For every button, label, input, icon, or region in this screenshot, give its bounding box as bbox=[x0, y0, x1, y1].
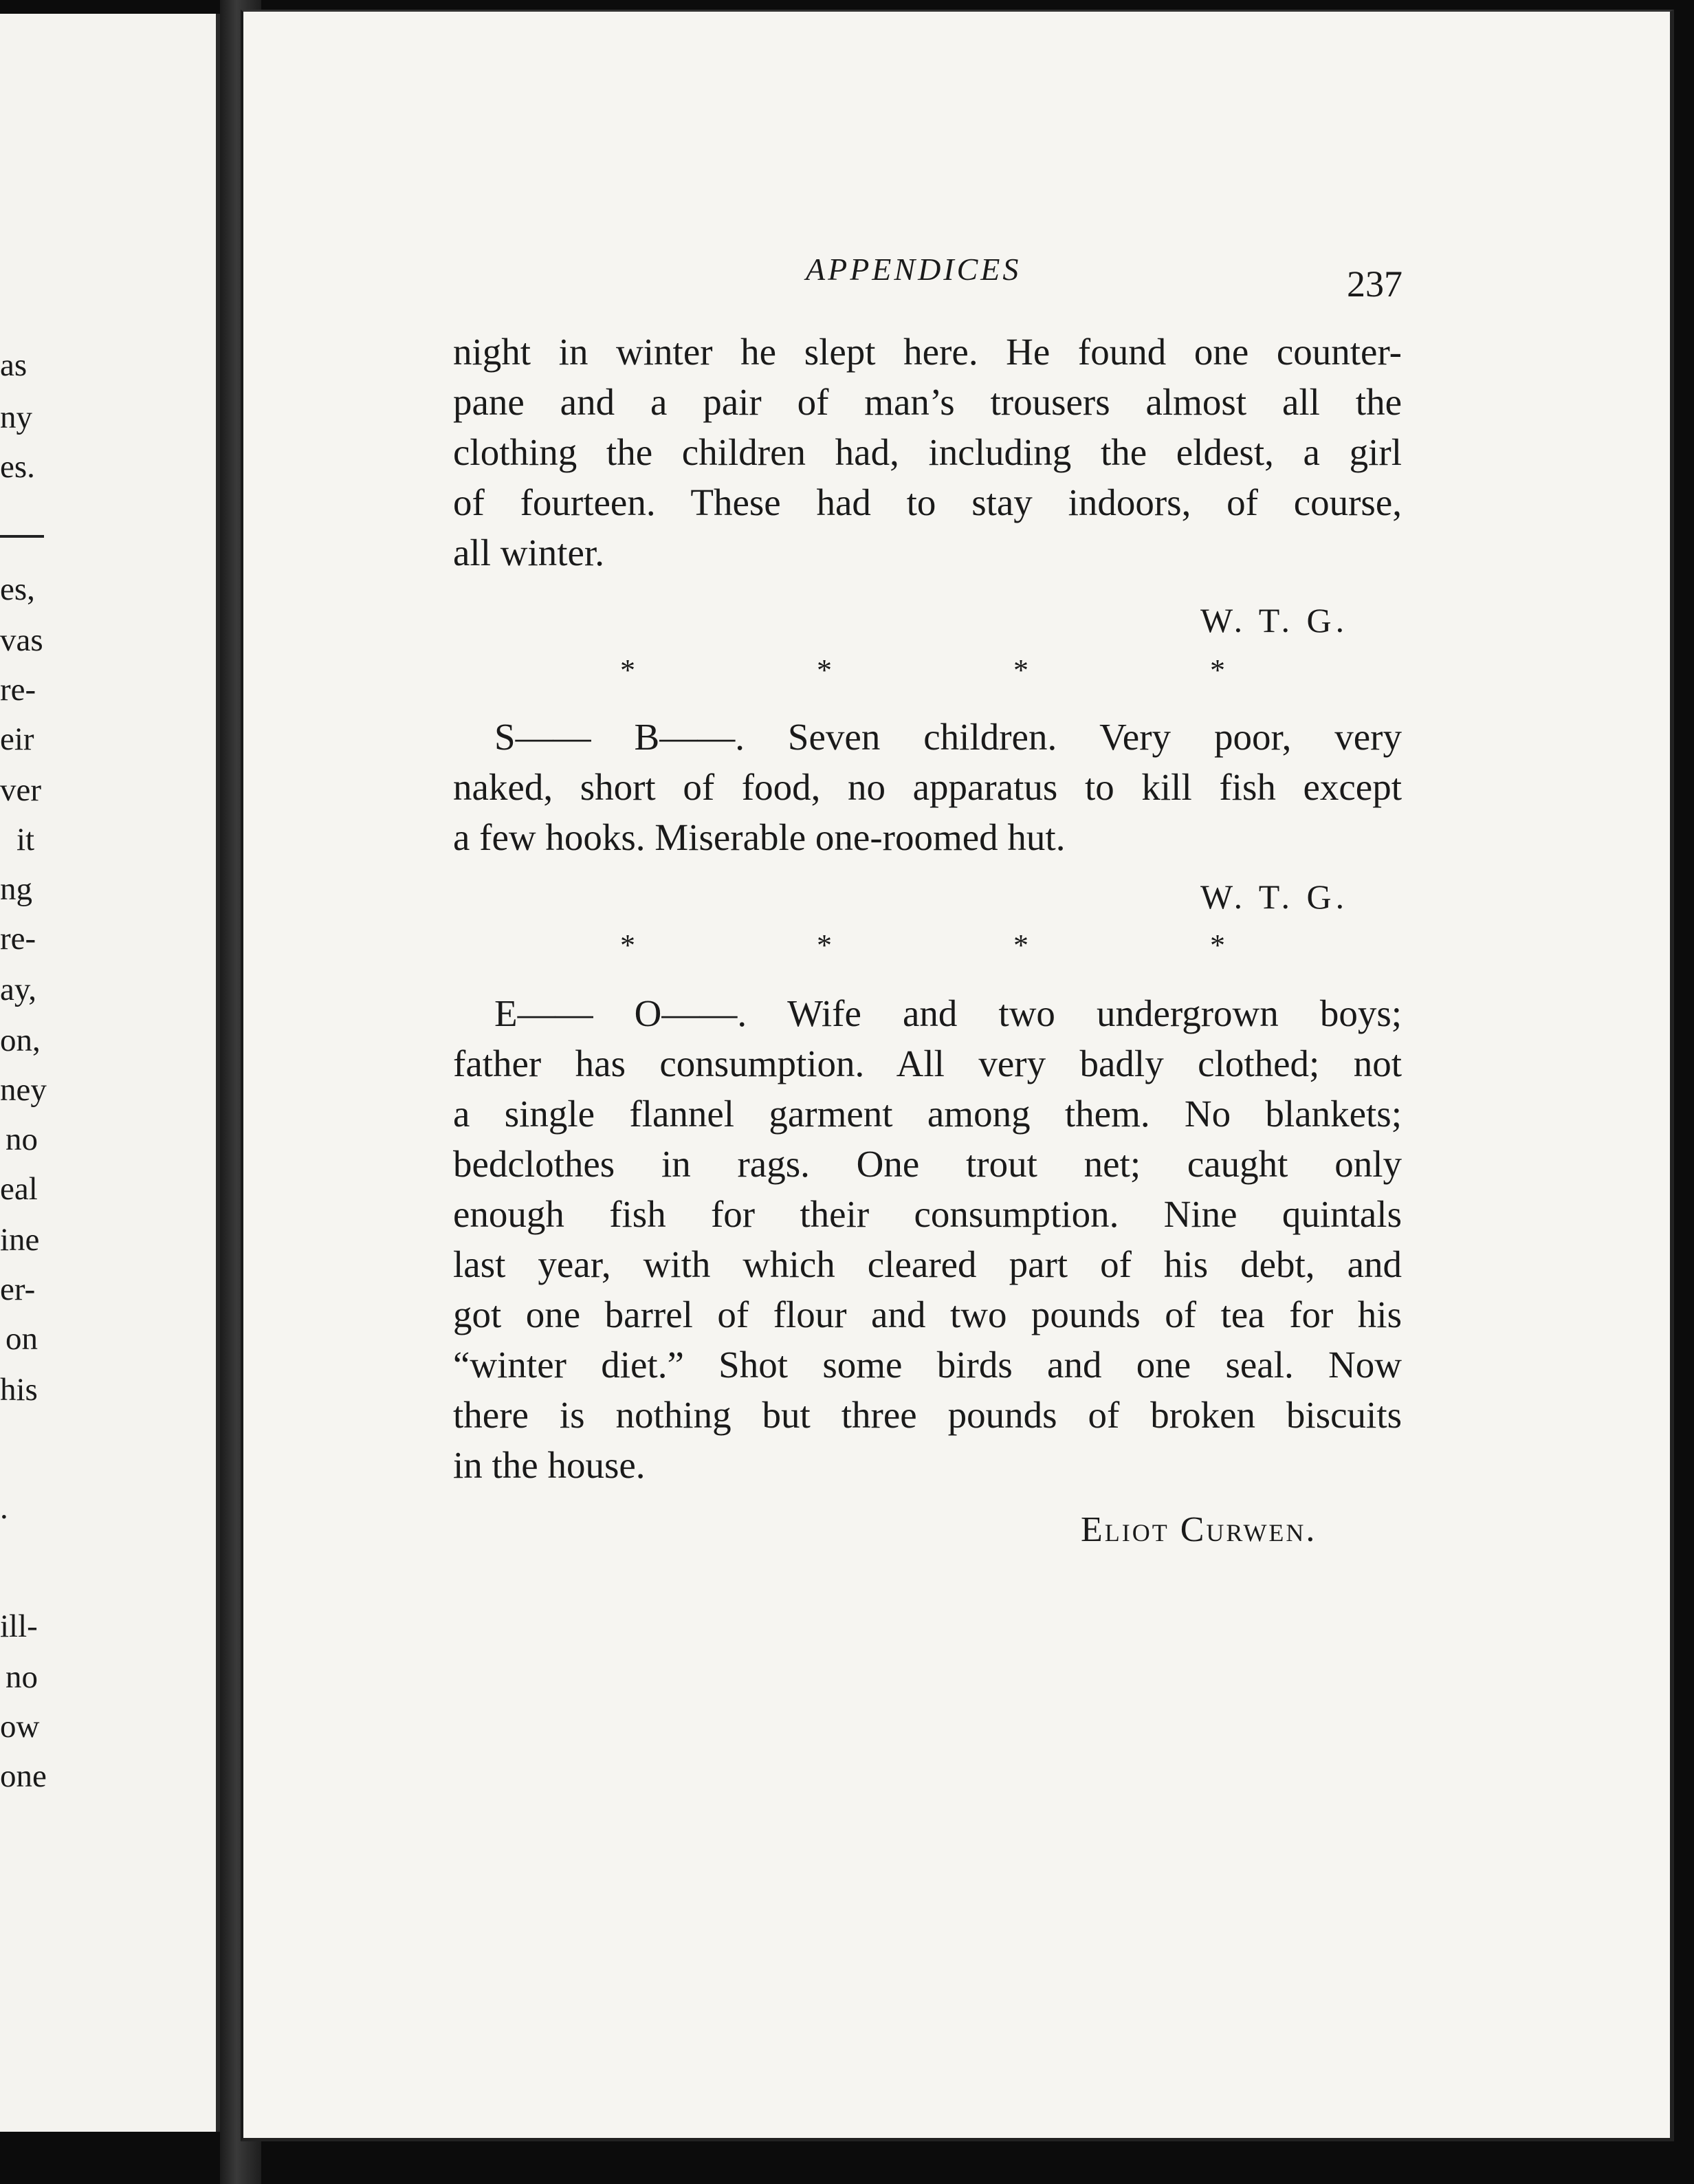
separator-asterisk: * bbox=[620, 653, 635, 687]
signature-initials: W. T. G. bbox=[1200, 877, 1349, 916]
left-page-fragment: no bbox=[6, 1659, 38, 1695]
separator-asterisk: * bbox=[1013, 928, 1028, 962]
paragraph-2 bbox=[453, 712, 1402, 862]
section-separator bbox=[620, 655, 1225, 686]
separator-asterisk: * bbox=[817, 653, 832, 687]
left-page-fragment: vas bbox=[0, 622, 43, 658]
left-page-fragment: his bbox=[0, 1372, 38, 1408]
text-line: father has consumption. All very badly clothed; not bbox=[453, 1042, 1402, 1084]
left-page-fragment: ny bbox=[0, 400, 32, 435]
left-page-fragment: ver bbox=[0, 772, 42, 808]
text-line: a few hooks. Miserable one-roomed hut. bbox=[453, 816, 1066, 858]
left-page-fragment: es. bbox=[0, 449, 35, 485]
text-line: last year, with which cleared part of his debt, and bbox=[453, 1243, 1402, 1285]
left-page-fragment: re- bbox=[0, 921, 36, 957]
left-page-fragment: on bbox=[6, 1321, 38, 1357]
text-line: pane and a pair of man’s trousers almost all the bbox=[453, 381, 1402, 423]
left-page-fragment: one bbox=[0, 1758, 47, 1794]
left-page-fragment: . bbox=[0, 1490, 8, 1526]
text-line: bedclothes in rags. One trout net; caught only bbox=[453, 1143, 1402, 1185]
separator-asterisk: * bbox=[1210, 653, 1225, 687]
left-page-fragment: ine bbox=[0, 1222, 40, 1258]
page-number: 237 bbox=[1347, 263, 1402, 305]
separator-asterisk: * bbox=[620, 928, 635, 962]
left-page-fragment: on, bbox=[0, 1023, 41, 1058]
text-line: a single flannel garment among them. No blankets; bbox=[453, 1093, 1402, 1135]
left-page-rule bbox=[0, 535, 44, 538]
left-page-fragment: ney bbox=[0, 1072, 47, 1108]
left-page-fragment: eir bbox=[0, 721, 34, 757]
text-line: night in winter he slept here. He found one counter- bbox=[453, 331, 1402, 373]
text-line: got one barrel of flour and two pounds of tea for his bbox=[453, 1293, 1402, 1335]
left-page-fragment: ow bbox=[0, 1709, 40, 1745]
left-page-fragment: ng bbox=[0, 871, 32, 907]
left-page-fragment: es, bbox=[0, 571, 35, 607]
section-separator bbox=[620, 930, 1225, 961]
text-line: S—— B——. Seven children. Very poor, very bbox=[494, 716, 1402, 758]
left-page-fragment: re- bbox=[0, 672, 36, 708]
text-line: E—— O——. Wife and two undergrown boys; bbox=[494, 992, 1402, 1034]
paragraph-3 bbox=[453, 988, 1402, 1490]
separator-asterisk: * bbox=[1210, 928, 1225, 962]
left-page-fragment: no bbox=[6, 1122, 38, 1157]
left-page-fragment: it bbox=[16, 822, 35, 858]
left-facing-page bbox=[0, 14, 220, 2132]
paragraph-1 bbox=[453, 327, 1402, 578]
left-page-fragment: eal bbox=[0, 1171, 38, 1207]
left-page-fragment: as bbox=[0, 347, 28, 383]
left-page-fragment: ay, bbox=[0, 972, 37, 1007]
text-line: clothing the children had, including the eldest, a girl bbox=[453, 431, 1402, 473]
signature-initials: W. T. G. bbox=[1200, 601, 1349, 640]
text-line: there is nothing but three pounds of broken biscuits bbox=[453, 1394, 1402, 1436]
text-line: in the house. bbox=[453, 1444, 646, 1486]
left-page-fragment: er- bbox=[0, 1271, 36, 1307]
text-line: “winter diet.” Shot some birds and one seal. Now bbox=[453, 1344, 1402, 1386]
separator-asterisk: * bbox=[817, 928, 832, 962]
right-page bbox=[241, 10, 1674, 2141]
separator-asterisk: * bbox=[1013, 653, 1028, 687]
signature-name: Eliot Curwen. bbox=[1081, 1510, 1317, 1549]
left-page-fragment: ill- bbox=[0, 1608, 38, 1644]
text-line: enough fish for their consumption. Nine quintals bbox=[453, 1193, 1402, 1235]
running-head: APPENDICES bbox=[806, 252, 1022, 287]
text-line: of fourteen. These had to stay indoors, of course, bbox=[453, 481, 1402, 523]
text-line: naked, short of food, no apparatus to kill fish except bbox=[453, 766, 1402, 808]
text-line: all winter. bbox=[453, 532, 604, 574]
